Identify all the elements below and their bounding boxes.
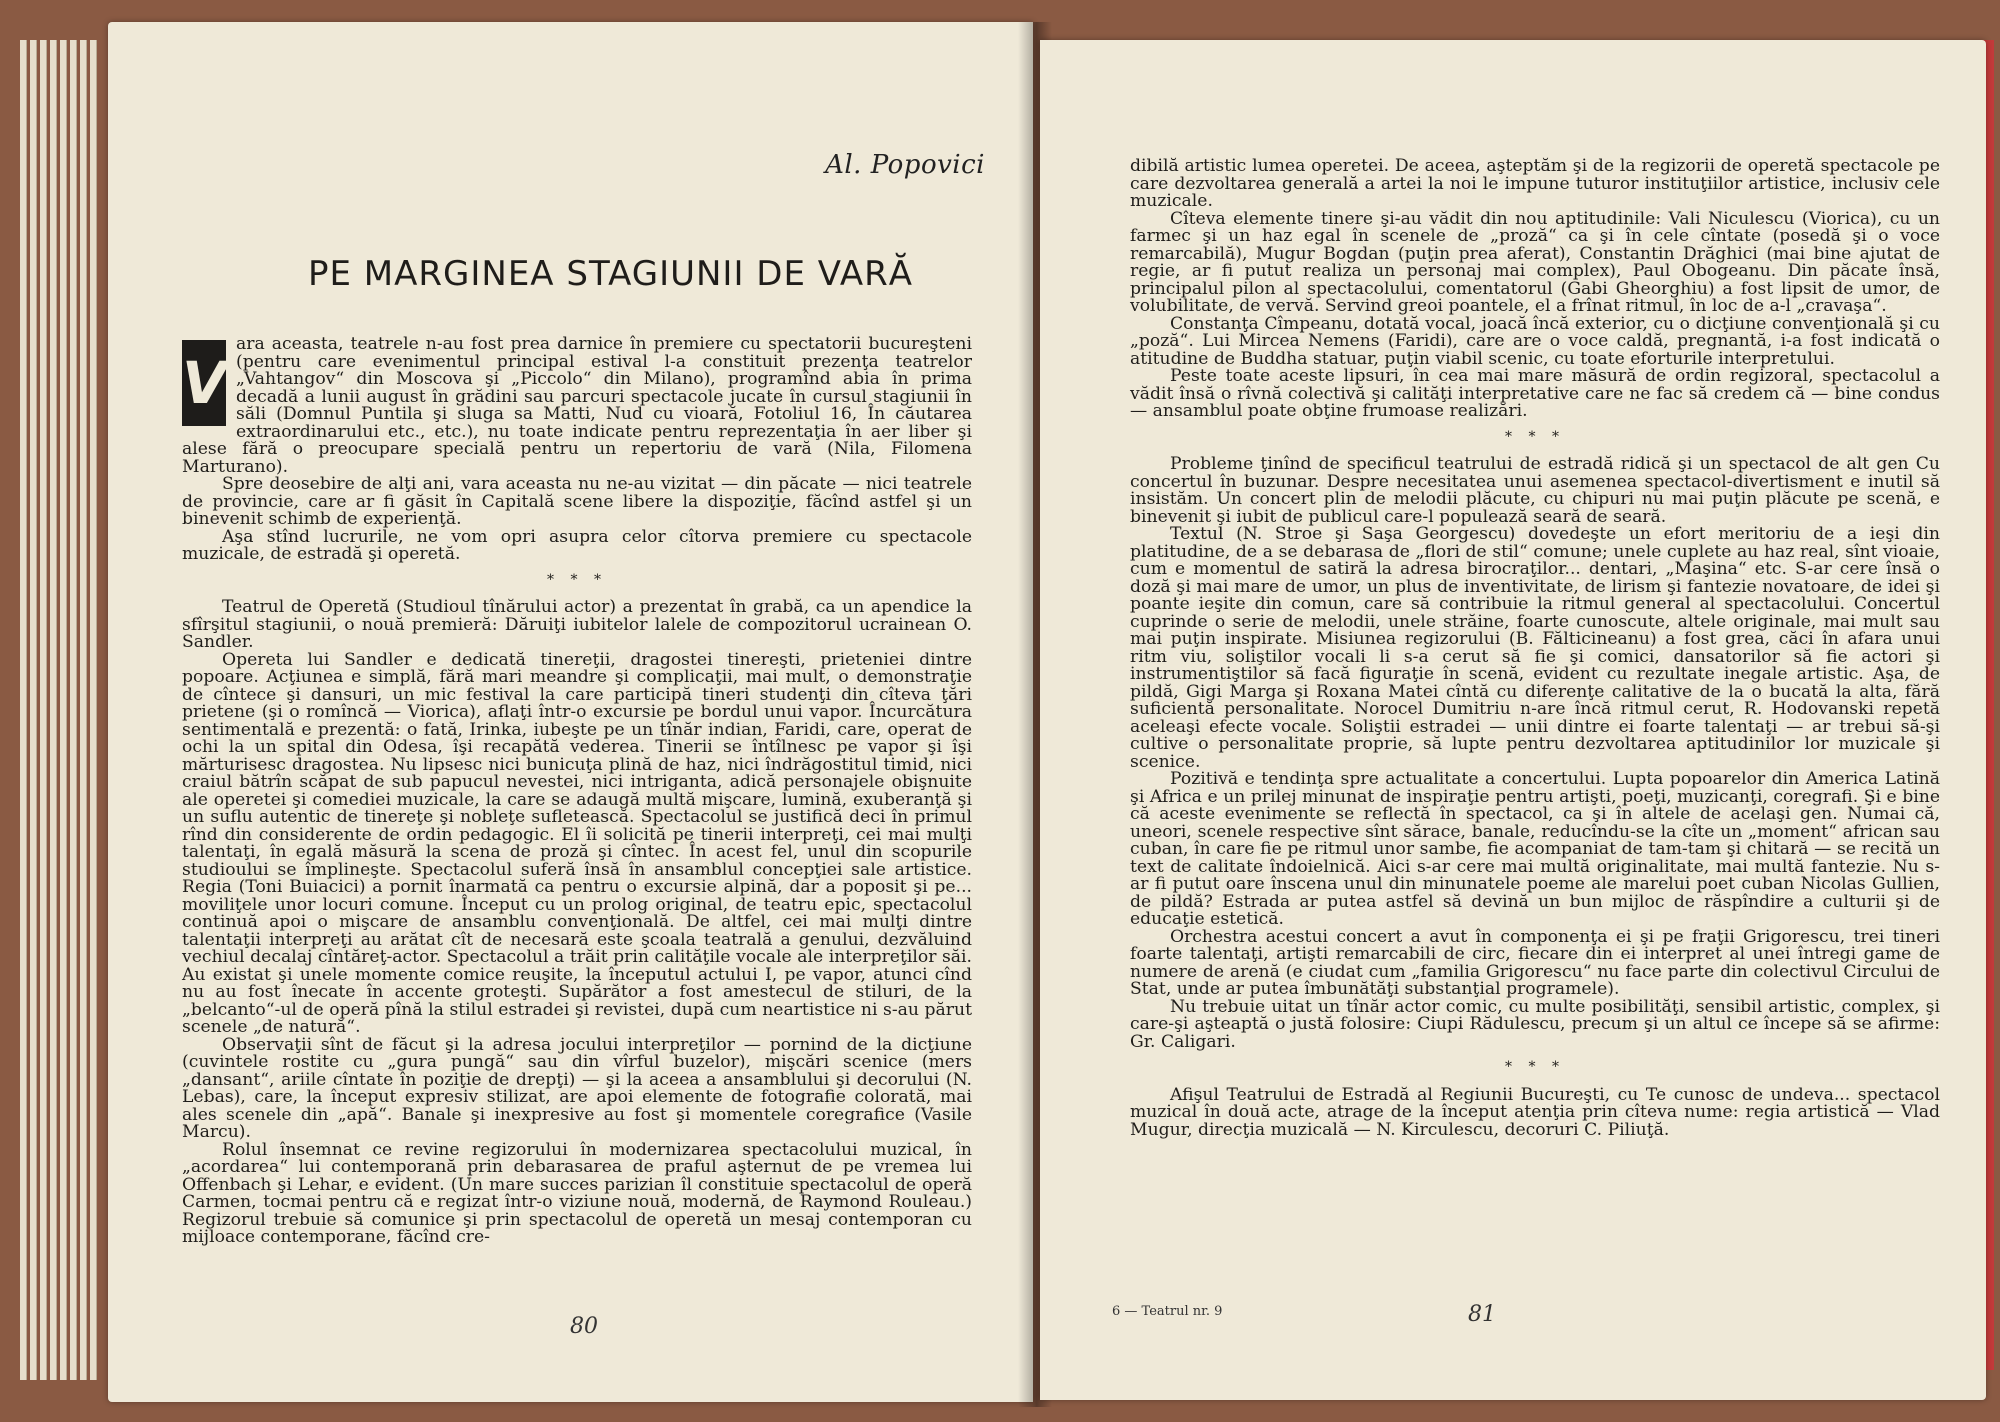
paragraph: Orchestra acestui concert a avut în componenţa ei şi pe fraţii Grigorescu, trei tineri foarte talentaţi, artişti remarcabili de circ, fiecare din ei interpret al unei întregi game de numere de arenă (e ciudat cum „familia Grigorescu“ nu face parte din colectivul Circului de Stat, unde ar putea îmbunătăţi substanţial programele). — [1130, 926, 1940, 999]
section-separator: * * * — [1505, 1059, 1565, 1075]
paragraph: Peste toate aceste lipsuri, în cea mai mare măsură de ordin regizoral, spectacolul a vădit însă o rîvnă colectivă şi calităţi interpretative care ne fac să credem că — bine condus — ansamblul poate obţine frumoase realizări. — [1130, 366, 1940, 421]
dropcap: V — [182, 340, 226, 426]
footer-note: 6 — Teatrul nr. 9 — [1112, 1304, 1223, 1319]
paragraph: Textul (N. Stroe şi Saşa Georgescu) dovedeşte un efort meritoriu de a ieşi din platitudine, de a se debarasa de „flori de stil“ comune; unele cuplete au haz real, sînt vioaie, cum e momentul de satiră la adresa birocraţilor... dentari, „Maşina“ etc. S-ar cere însă o doză şi mai mare de umor, un plus de inventivitate, de lirism şi fantezie novatoare, de idei şi poante ieşite din comun, care să contribuie la ritmul general al spectacolului. Concertul cuprinde o serie de melodii, unele străine, foarte cunoscute, altele originale, mai mult sau mai puţin inspirate. Misiunea regizorului (B. Fălticineanu) a fost grea, căci în afara unui ritm viu, soliştilor vocali li s-a cerut să fie şi comici, dansatorilor să fie actori şi instrumentiştilor să facă figuraţie în scenă, evident cu rezultate inegale artistic. Aşa, de pildă, Gigi Marga şi Roxana Matei cîntă cu diferenţe calitative de la o bucată la alta, fără suficientă personalitate. Norocel Dumitriu n-are încă ritmul cerut, R. Hodovanski repetă aceleaşi efecte vocale. Soliştii estradei — unii dintre ei foarte talentaţi — ar trebui să-şi cultive o personalitate proprie, să lupte pentru dezvoltarea aptitudinilor lor muzicale şi scenice. — [1130, 524, 1940, 772]
page-stack-edge — [70, 40, 77, 1380]
section-separator: * * * — [547, 571, 607, 588]
page-stack-edge — [30, 40, 37, 1380]
paragraph: Rolul însemnat ce revine regizorului în modernizarea spectacolului muzical, în „acordarea“ lui contemporană prin debarasarea de praful aşternut de pe vremea lui Offenbach şi Lehar, e evident. (Un mare succes parizian îl constituie spectacolul de operă Carmen, tocmai pentru că e regizat într-o viziune nouă, modernă, de Raymond Rouleau.) Regizorul trebuie să comunice şi prin spectacolul de operetă un mesaj contemporan cu mijloace contemporane, făcînd cre- — [182, 1139, 972, 1247]
paragraph: Cîteva elemente tinere şi-au vădit din nou aptitudinile: Vali Niculescu (Viorica), cu un farmec şi un haz egal în scenele de „proză“ ca şi în cele cîntate (posedă şi o voce remarcabilă), Mugur Bogdan (puţin prea aferat), Constantin Drăghici (mai bine ajutat de regie, ar fi putut realiza un personaj mai complex), Paul Obogeanu. Din păcate însă, principalul pilon al spectacolului, comentatorul (Gabi Gheorghiu) a fost lipsit de umor, de volubilitate, de vervă. Servind greoi poantele, el a frînat ritmul, în loc de a-l „cravaşa“. — [1130, 208, 1940, 316]
paragraph: dibilă artistic lumea operetei. De aceea, aşteptăm şi de la regizorii de operetă spectacole pe care dezvoltarea generală a artei la noi le impune tuturor instituţiilor artistice, inclusiv cele muzicale. — [1130, 156, 1940, 211]
page-stack-edge — [20, 40, 27, 1380]
page-stack-edge — [80, 40, 87, 1380]
paragraph: Observaţii sînt de făcut şi la adresa jocului interpreţilor — pornind de la dicţiune (cuvintele rostite cu „gura pungă“ sau din vîrful buzelor), mişcări scenice (mers „dansant“, ariile cîntate în poziţie de drepţi) — şi la aceea a ansamblului şi decorului (N. Lebas), care, la început expresiv stilizat, are apoi elemente de fotografie colorată, mai ales scenele din „apă“. Banale şi inexpresive au fost şi momentele coregrafice (Vasile Marcu). — [182, 1034, 972, 1142]
right-column — [1130, 158, 1940, 1139]
paragraph: Nu trebuie uitat un tînăr actor comic, cu multe posibilităţi, sensibil artistic, complex, şi care-şi aşteaptă o justă folosire: Ciupi Rădulescu, precum şi un altul ce începe să se afirme: Gr. Caligari. — [1130, 996, 1940, 1052]
left-page — [108, 22, 1033, 1402]
left-column — [182, 336, 972, 1247]
paragraph: Pozitivă e tendinţa spre actualitate a concertului. Lupta popoarelor din America Latină şi Africa e un prilej minunat de inspiraţie pentru artişti, poeţi, muzicanţi, coregrafi. Şi e bine că aceste evenimente se reflectă în spectacol, ca şi în altele de acelaşi gen. Numai că, uneori, scenele respective sînt sărace, banale, reducîndu-se la cîte un „moment“ african sau cuban, în care fie pe ritmul unor sambe, fie acompaniat de tam-tam şi chitară — se recită un text de calitate îndoielnică. Aici s-ar cere mai multă originalitate, mai multă fantezie. Nu s-ar fi putut oare înscena unul din minunatele poeme ale marelui poet cuban Nicolas Gullien, de pildă? Estrada ar putea astfel să devină un bun mijloc de răspîndire a culturii şi de educaţie estetică. — [1130, 769, 1940, 929]
paragraph: Probleme ţinînd de specificul teatrului de estradă ridică şi un spectacol de alt gen Cu concertul în buzunar. Despre necesitatea unui asemenea spectacol-divertisment e inutil să insistăm. Un concert plin de melodii plăcute, cu chipuri nu mai puţin plăcute pe scenă, e binevenit şi iubit de publicul care-l populează seară de seară. — [1130, 454, 1940, 527]
paragraph: Constanţa Cîmpeanu, dotată vocal, joacă încă exterior, cu o dicţiune convenţională şi cu „poză“. Lui Mircea Nemens (Faridi), care are o voce caldă, pregnantă, i-a fost indicată o atitudine de Buddha statuar, puţin viabil scenic, cu toate eforturile interpretului. — [1130, 313, 1940, 369]
author: Al. Popovici — [825, 150, 985, 180]
right-page — [1040, 40, 1986, 1400]
paragraph: Teatrul de Operetă (Studioul tînărului actor) a prezentat în grabă, ca un apendice la sfîrşitul stagiunii, o nouă premieră: Dăruiţi iubitelor lalele de compozitorul ucrainean O. Sandler. — [182, 597, 972, 652]
paragraph: Afişul Teatrului de Estradă al Regiunii Bucureşti, cu Te cunosc de undeva... spectacol muzical în două acte, atrage de la început atenţia prin cîteva nume: regia artistică — Vlad Mugur, direcţia muzicală — N. Kirculescu, decoruri C. Piliuţă. — [1130, 1084, 1940, 1140]
page-stack-edge — [40, 40, 47, 1380]
page-stack-edge — [60, 40, 67, 1380]
page-stack-edge — [90, 40, 97, 1380]
page-number: 80 — [570, 1314, 598, 1339]
section-separator: * * * — [1505, 428, 1565, 445]
paragraph: Aşa stînd lucrurile, ne vom opri asupra celor cîtorva premiere cu spectacole muzicale, de estradă şi operetă. — [182, 526, 972, 564]
page-stack-edge — [50, 40, 57, 1380]
paragraph: Opereta lui Sandler e dedicată tinereţii, dragostei tinereşti, prieteniei dintre popoare. Acţiunea e simplă, fără mari meandre şi complicaţii, mai mult, o demonstraţie de cîntece şi dansuri, un mic festival la care participă tineri studenţi din cîteva ţări prietene (şi o romîncă — Viorica), aflaţi într-o excursie pe bordul unui vapor. Încurcătura sentimentală e prezentă: o fată, Irinka, iubeşte pe un tînăr indian, Faridi, care, operat de ochi la un spital din Odesa, îşi recapătă vederea. Tinerii se întîlnesc pe vapor şi îşi mărturisesc dragostea. Nu lipsesc nici bunicuţa plină de haz, nici îndrăgostitul timid, nici craiul bătrîn scăpat de sub papucul nevestei, nici intriganta, adică personajele obişnuite ale operetei şi comediei muzicale, la care se adaugă multă mişcare, lumină, exuberanţă şi un suflu autentic de tinereţe şi nobleţe sufletească. Spectacolul se justifică deci în primul rînd din considerente de ordin pedagogic. El îi solicită pe tinerii interpreţi, cei mai mulţi talentaţi, în egală măsură la scena de proză şi cîntec. În acest fel, unul din scopurile studioului se împlineşte. Spectacolul suferă însă în ansamblul concepţiei sale artistice. Regia (Toni Buiacici) a pornit înarmată ca pentru o excursie alpină, dar a poposit şi pe... moviliţele unor locuri comune. Început cu un prolog original, de teatru epic, spectacolul continuă apoi o mişcare de ansamblu convenţională. De altfel, cei mai mulţi dintre talentaţii interpreţi au arătat cît de necesară este şcoala teatrală a genului, dezvăluind vechiul decalaj cîntăreţ-actor. Spectacolul a trăit prin calităţile vocale ale interpreţilor săi. Au existat şi unele momente comice reuşite, la începutul actului I, pe vapor, atunci cînd nu au fost înecate în accente groteşti. Supărător a fost amestecul de stiluri, de la „belcanto“-ul de operă pînă la stilul estradei şi revistei, după cum neartistice ni s-au părut scenele „de natură“. — [182, 649, 972, 1037]
page-number: 81 — [1468, 1302, 1496, 1327]
article-title: PE MARGINEA STAGIUNII DE VARĂ — [308, 254, 913, 294]
paragraph: Spre deosebire de alţi ani, vara aceasta nu ne-au vizitat — din păcate — nici teatrele de provincie, care ar fi găsit în Capitală scene libere la dispoziţie, făcînd astfel şi un binevenit schimb de experienţă. — [182, 474, 972, 529]
intro-paragraph: V ara aceasta, teatrele n-au fost prea darnice în premiere cu spectatorii bucureşteni (pentru care evenimentul principal estival l-a constituit prezenţa teatrelor „Vahtangov“ din Moscova şi „Piccolo“ din Milano), programînd abia în prima decadă a lunii august în grădini sau parcuri spectacole jucate în cursul stagiunii în săli (Domnul Puntila şi sluga sa Matti, Nud cu vioară, Fotoliul 16, În căutarea extraordinarului etc., etc.), nu toate indicate pentru reprezentaţia în aer liber şi alese fără o preocupare specială pentru un repertoriu de vară (Nila, Filomena Marturano). — [182, 334, 972, 477]
